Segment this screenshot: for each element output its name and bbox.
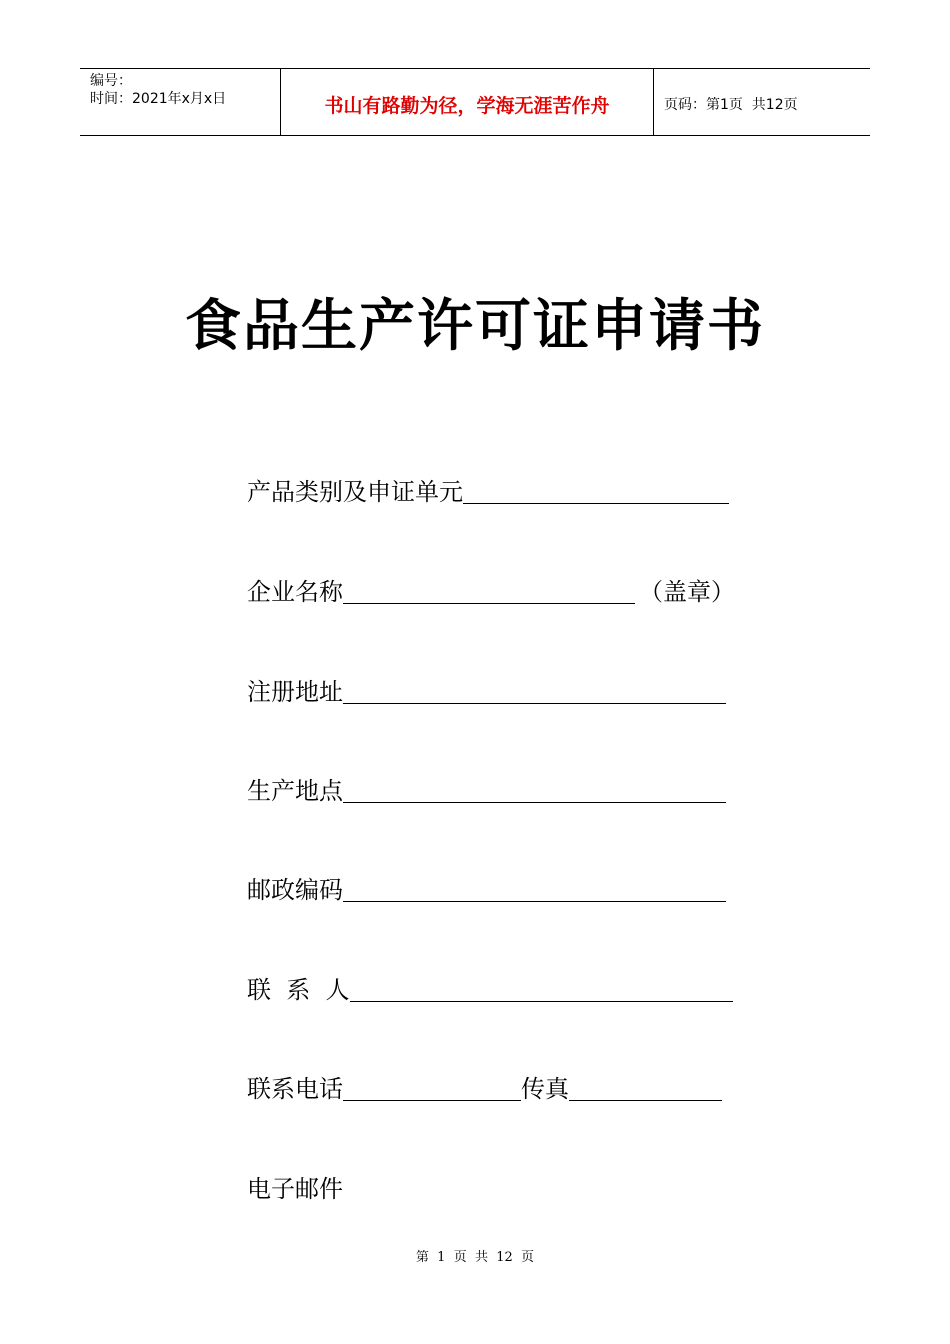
blank-line[interactable]: [569, 1076, 722, 1101]
field-contact-person: [247, 974, 733, 1006]
document-date: 时间：2021年x月x日: [90, 91, 227, 107]
field-label: 企业名称: [247, 578, 343, 606]
field-label: 注册地址: [247, 678, 343, 706]
field-label: 生产地点: [247, 777, 343, 805]
field-product-category: [247, 476, 729, 508]
blank-line[interactable]: [343, 778, 726, 803]
field-label: 邮政编码: [247, 876, 343, 904]
blank-line[interactable]: [343, 877, 726, 902]
header-table: [80, 68, 870, 136]
seal-note: （盖章）: [639, 578, 735, 606]
blank-line[interactable]: [350, 977, 733, 1002]
header-meta-cell: [80, 69, 281, 135]
field-registered-address: [247, 676, 726, 708]
blank-line[interactable]: [343, 1076, 521, 1101]
blank-line[interactable]: [343, 579, 635, 604]
blank-line[interactable]: [343, 679, 726, 704]
field-production-site: [247, 775, 726, 807]
header-page-cell: [654, 69, 870, 135]
field-label: 联 系 人: [247, 976, 350, 1004]
header-motto: 书山有路勤为径，学海无涯苦作舟: [281, 69, 654, 135]
field-label: 联系电话: [247, 1075, 343, 1103]
blank-line[interactable]: [463, 479, 729, 504]
field-label: 产品类别及申证单元: [247, 478, 463, 506]
field-label: 传真: [521, 1075, 569, 1103]
field-phone-fax: [247, 1073, 722, 1105]
page-footer: 第 1 页 共 12 页: [415, 1250, 535, 1265]
field-email: [247, 1173, 343, 1205]
field-label: 电子邮件: [247, 1175, 343, 1203]
document-title: 食品生产许可证申请书: [185, 293, 765, 359]
header-page-info: 页码：第1页 共12页: [664, 97, 798, 113]
field-company-name: [247, 576, 735, 608]
document-number-label: 编号：: [90, 73, 132, 89]
field-postal-code: [247, 874, 726, 906]
